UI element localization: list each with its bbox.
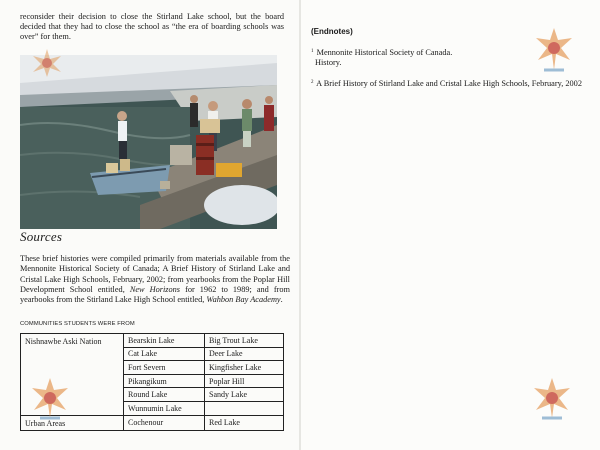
endnote-2-mark: 2 — [311, 80, 314, 85]
community-cell — [205, 401, 284, 415]
community-cell: Poplar Hill — [205, 374, 284, 388]
sources-text-part2: for 1962 to 1989; and from yearbooks from the Stirland Lake High School entitled, — [20, 284, 290, 305]
sources-paragraph — [20, 254, 290, 305]
sources-text-part3: . — [280, 295, 283, 305]
feather-logo-icon — [30, 376, 70, 429]
endnote-1-source: Mennonite Historical Society of Canada. — [316, 48, 453, 57]
community-cell: Deer Lake — [205, 347, 284, 361]
community-cell: Cat Lake — [124, 347, 205, 361]
community-cell: Fort Severn — [124, 361, 205, 375]
table-row — [21, 334, 284, 348]
intro-paragraph: reconsider their decision to close the Stirland Lake school, but the board decided that they had to close the school as “the era of boarding schools was over” for them. — [20, 12, 284, 41]
community-cell: Big Trout Lake — [205, 334, 284, 348]
community-cell: Round Lake — [124, 388, 205, 402]
feather-logo-icon — [532, 376, 572, 429]
sources-text-part1: These brief histories were compiled primarily from materials available from the Mennonite Historical Society of Canada; A Brief History of Stirland Lake and Cristal Lake High Schools, February, 2002; from yearbooks from the Poplar Hill Development School entitled, — [20, 254, 290, 294]
communities-caption: COMMUNITIES STUDENTS WERE FROM — [20, 321, 135, 327]
community-cell: Cochenour — [124, 415, 205, 431]
community-cell: Kingfisher Lake — [205, 361, 284, 375]
feather-logo-icon — [534, 26, 574, 81]
endnotes-heading: (Endnotes) — [311, 27, 353, 36]
community-cell: Red Lake — [205, 415, 284, 431]
community-cell: Pikangikum — [124, 374, 205, 388]
sources-heading: Sources — [20, 229, 63, 244]
endnote-1-history: History. — [315, 58, 342, 67]
yearbook-title-wahbon-bay: Wahbon Bay Academy — [206, 295, 281, 305]
endnote-2-text: A Brief History of Stirland Lake and Cristal Lake High Schools, February, 2002 — [316, 79, 582, 88]
community-cell: Bearskin Lake — [124, 334, 205, 348]
community-cell: Sandy Lake — [205, 388, 284, 402]
watermark-logo-icon — [30, 46, 64, 85]
region-cell-nation: Nishnawbe Aski Nation — [21, 334, 124, 416]
community-cell: Wunnumin Lake — [124, 401, 205, 415]
yearbook-title-new-horizons: New Horizons — [129, 284, 181, 294]
region-cell-urban: Urban Areas — [21, 415, 124, 431]
endnote-1-mark: 1 — [311, 49, 314, 54]
